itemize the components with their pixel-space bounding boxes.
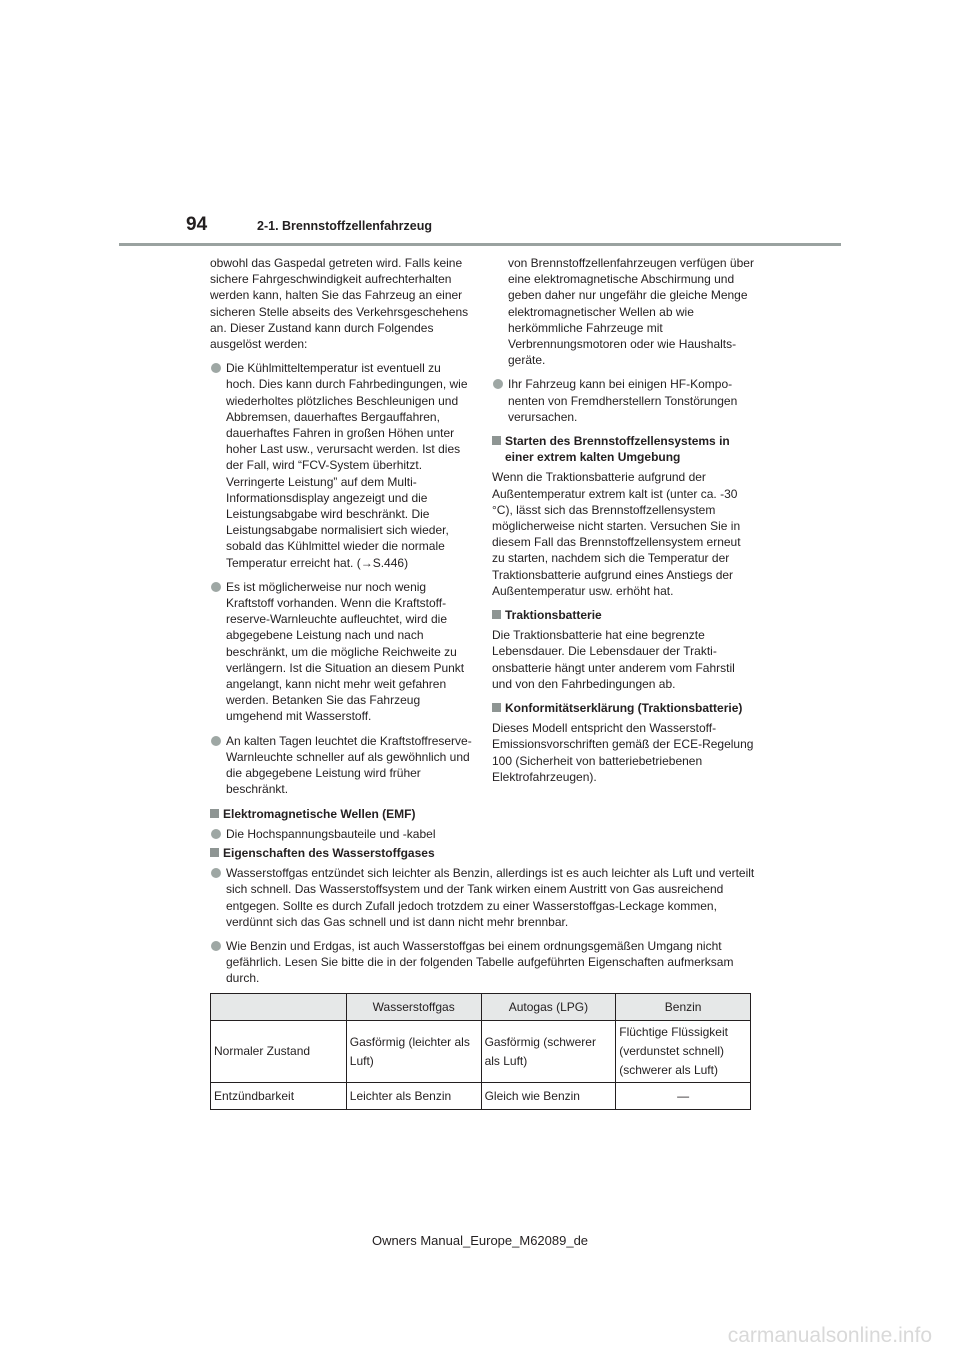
table-header-cell: Autogas (LPG) (481, 994, 616, 1021)
emf-continuation: von Brennstoffzellenfahrzeugen verfügen über eine elektromagnetische Abschirmung und geben daher nur ungefähr die gleiche Menge elektromagnetischer Wellen ab wie herkömmliche Fahrzeuge mit Verbrennungsmotoren oder wie Haushaltsgeräte. (508, 256, 754, 368)
square-bullet-icon (492, 436, 501, 445)
cold-start-paragraph: Wenn die Traktionsbatterie aufgrund der Außentemperatur extrem kalt ist (unter ca. -30 °C), lässt sich das Brennstoffzellensystem möglicherweise nicht starten. Versuchen Sie in diesem Fall das Brennstoffzellensystem erneut zu starten, nachdem sich die Temperatur der Traktionsbatterie aufgrund eines Anstiegs der Außentemperatur usw. erhöht hat. (492, 470, 741, 598)
list-item (210, 938, 755, 987)
table-row (211, 1083, 751, 1110)
header-rule (119, 243, 841, 246)
bullet-text: Die Kühlmitteltemperatur ist eventuell zu hoch. Dies kann durch Fahrbedingungen, wie wiederholtes plötzliches Beschleunigen und Abbremsen, dauerhaftes Bergauffahren, dauerhaftes Fahren in großen Höhen unter hoher Last usw., verursacht werden. Ist dies der Fall, wird “FCV-System überhitzt. Verringerte Leistung” auf dem Multi-Informationsdisplay angezeigt und die Leistungsabgabe wird beschränkt. Die Leistungsabgabe normalisiert sich wieder, sobald das Kühlmittel wieder die normale Temperatur erreicht hat. (→S.446) (226, 361, 468, 570)
footer-text: Owners Manual_Europe_M62089_de (371, 1233, 589, 1248)
bullet-dot-icon (211, 829, 221, 839)
table-header-cell (211, 994, 347, 1021)
heading-text: Starten des Brennstoffzellensystems in einer extrem kalten Umgebung (505, 434, 730, 465)
table-cell: Gasförmig (schwerer als Luft) (481, 1021, 616, 1083)
heading-conformity (492, 700, 756, 716)
square-bullet-icon (492, 610, 501, 619)
watermark: carmanualsonline.info (727, 1324, 932, 1347)
heading-text: Traktionsbatterie (505, 608, 602, 623)
heading-text: Konformitätserklärung (Traktionsbatterie) (505, 701, 743, 716)
table-cell: Gasförmig (leichter als Luft) (346, 1021, 481, 1083)
properties-table (210, 993, 751, 1110)
square-bullet-icon (492, 703, 501, 712)
heading-traction-battery (492, 607, 756, 623)
bullet-dot-icon (211, 941, 221, 951)
square-bullet-icon (210, 809, 219, 818)
left-column (210, 255, 472, 850)
heading-cold-start (492, 433, 756, 465)
table-cell: Leichter als Benzin (346, 1083, 481, 1110)
intro-paragraph: obwohl das Gaspedal getreten wird. Falls keine sichere Fahrgeschwindigkeit aufrechterhalten werden kann, halten Sie das Fahrzeug an einer sicheren Stelle abseits des Verkehrsgeschehens an. Dieser Zustand kann durch Folgendes ausgelöst werden: (210, 256, 469, 352)
bullet-text: Die Hochspannungsbauteile und -kabel (226, 826, 436, 841)
bullet-dot-icon (211, 363, 221, 373)
table-header-row (211, 994, 751, 1021)
bullet-text: Wie Benzin und Erdgas, ist auch Wasserstoffgas bei einem ordnungsgemäßen Umgang nicht gefährlich. Lesen Sie bitte die in der folgenden Tabelle aufgeführten Eigenschaften aufmerksam durch. (226, 939, 734, 986)
table-cell: Entzündbarkeit (211, 1083, 347, 1110)
table-cell: — (616, 1083, 751, 1110)
table-cell: Flüchtige Flüssigkeit (verdunstet schnell) (schwerer als Luft) (616, 1021, 751, 1083)
bullet-dot-icon (211, 582, 221, 592)
table-cell: Normaler Zustand (211, 1021, 347, 1083)
hydrogen-properties-section (210, 845, 755, 995)
bullet-text: Ihr Fahrzeug kann bei einigen HF-Komponenten von Fremdherstellern Tonstörungen verursachen. (508, 377, 738, 424)
heading-text: Eigenschaften des Wasserstoffgases (223, 846, 435, 860)
table-header-cell: Benzin (616, 994, 751, 1021)
list-item (210, 865, 755, 930)
list-item (210, 826, 472, 842)
section-title: 2-1. Brennstoffzellenfahrzeug (257, 219, 433, 233)
bullet-text: An kalten Tagen leuchtet die Kraftstoffreserve-Warnleuchte schneller auf als gewöhnlich und die abgegebene Leistung wird früher beschränkt. (226, 733, 472, 797)
right-column (492, 255, 756, 793)
page-number: 94 (186, 214, 208, 235)
table-cell: Gleich wie Benzin (481, 1083, 616, 1110)
bullet-dot-icon (211, 736, 221, 746)
bullet-dot-icon (493, 379, 503, 389)
bullet-text: Es ist möglicherweise nur noch wenig Kraftstoff vorhanden. Wenn die Kraftstoffreserve-Warnleuchte aufleuchtet, wird die abgegebene Leistung nach und nach beschränkt, um die mögliche Reichweite zu verlängern. Ist die Situation an diesem Punkt angelangt, kann nicht mehr weit gefahren werden. Betanken Sie das Fahrzeug umgehend mit Wasserstoff. (226, 579, 465, 724)
table-header-cell: Wasserstoffgas (346, 994, 481, 1021)
list-item (210, 579, 472, 725)
battery-paragraph: Die Traktionsbatterie hat eine begrenzte Lebensdauer. Die Lebensdauer der Traktionsbatterie hängt unter anderem vom Fahrstil und von den Fahrbedingungen ab. (492, 628, 735, 691)
table-row (211, 1021, 751, 1083)
list-item (210, 360, 472, 571)
bullet-text: Wasserstoffgas entzündet sich leichter als Benzin, allerdings ist es auch leichter als Luft und verteilt sich schnell. Das Wasserstoffsystem und der Tank wirken einem Austritt von Gas ausreichend entgegen. Sollte es durch Zufall jedoch trotzdem zu einer Wasserstoffgas-Leckage kommen, verdünnt sich das Gas schnell und ist dann nicht mehr brennbar. (226, 866, 755, 929)
list-item (210, 733, 472, 798)
square-bullet-icon (210, 848, 219, 857)
heading-emf (210, 806, 472, 822)
list-item (492, 376, 756, 425)
heading-hydrogen-properties (210, 845, 755, 861)
bullet-dot-icon (211, 868, 221, 878)
heading-text: Elektromagnetische Wellen (EMF) (223, 806, 416, 821)
conformity-paragraph: Dieses Modell entspricht den Wasserstoff-Emissionsvorschriften gemäß der ECE-Regelung 100 (Sicherheit von batteriebetriebenen Elektrofahrzeugen). (492, 721, 754, 784)
